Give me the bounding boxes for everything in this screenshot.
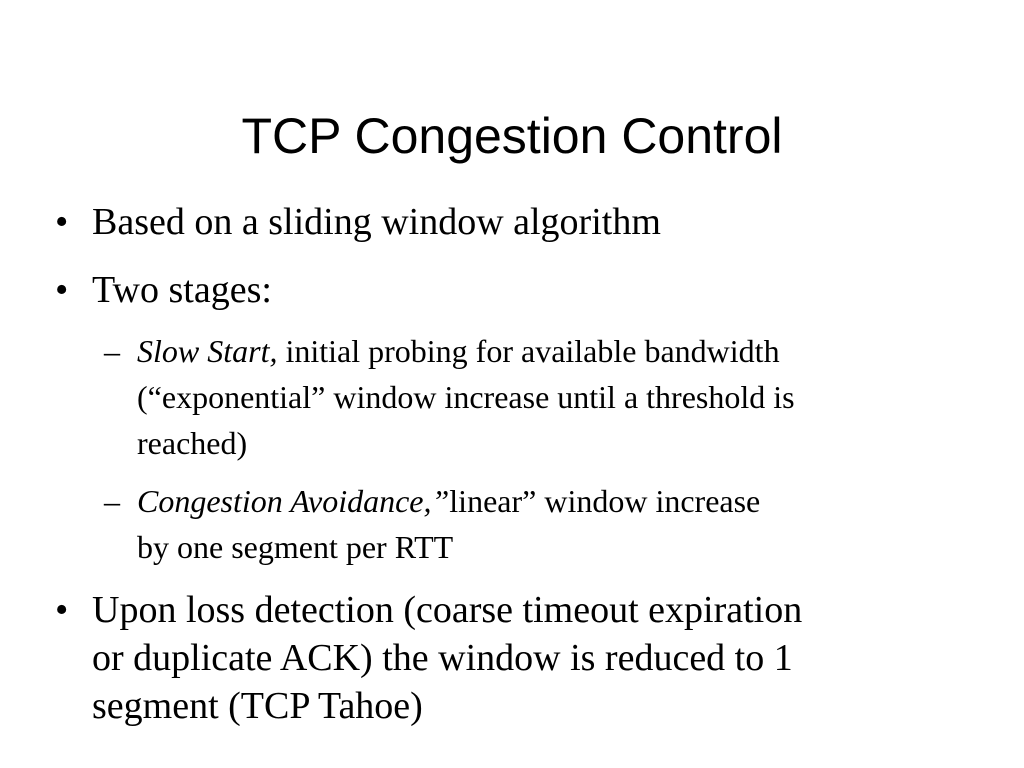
sub-bullet-dash: – xyxy=(104,483,120,519)
sub-bullet-line xyxy=(137,478,967,524)
bullet-line: segment (TCP Tahoe) xyxy=(92,685,423,727)
bullet-text: Based on a sliding window algorithm xyxy=(92,201,661,243)
bullet-text: Two stages: xyxy=(92,269,272,311)
sub-bullet-line: (“exponential” window increase until a threshold is xyxy=(137,379,795,415)
sub-bullet-line: by one segment per RTT xyxy=(137,529,454,565)
bullet-dot: • xyxy=(55,201,69,243)
slide-title: TCP Congestion Control xyxy=(241,108,783,164)
bullet-item xyxy=(55,198,972,246)
term-congestion-avoidance: Congestion Avoidance,” xyxy=(137,483,450,519)
bullet-line: or duplicate ACK) the window is reduced to 1 xyxy=(92,637,793,679)
bullet-dot: • xyxy=(55,269,69,311)
sub-bullet-text: initial probing for available bandwidth xyxy=(277,333,780,369)
bullet-item xyxy=(55,266,972,314)
bullet-dot: • xyxy=(55,589,69,631)
term-slow-start: Slow Start, xyxy=(137,333,278,369)
sub-bullet-item xyxy=(104,328,967,466)
sub-bullet-line xyxy=(137,328,967,374)
sub-bullet-line: reached) xyxy=(137,425,248,461)
sub-bullet-text: linear” window increase xyxy=(449,483,761,519)
bullet-item xyxy=(55,586,972,730)
sub-bullet-dash: – xyxy=(104,333,120,369)
bullet-line: Upon loss detection (coarse timeout expiration xyxy=(92,589,803,631)
sub-bullet-item xyxy=(104,478,967,570)
